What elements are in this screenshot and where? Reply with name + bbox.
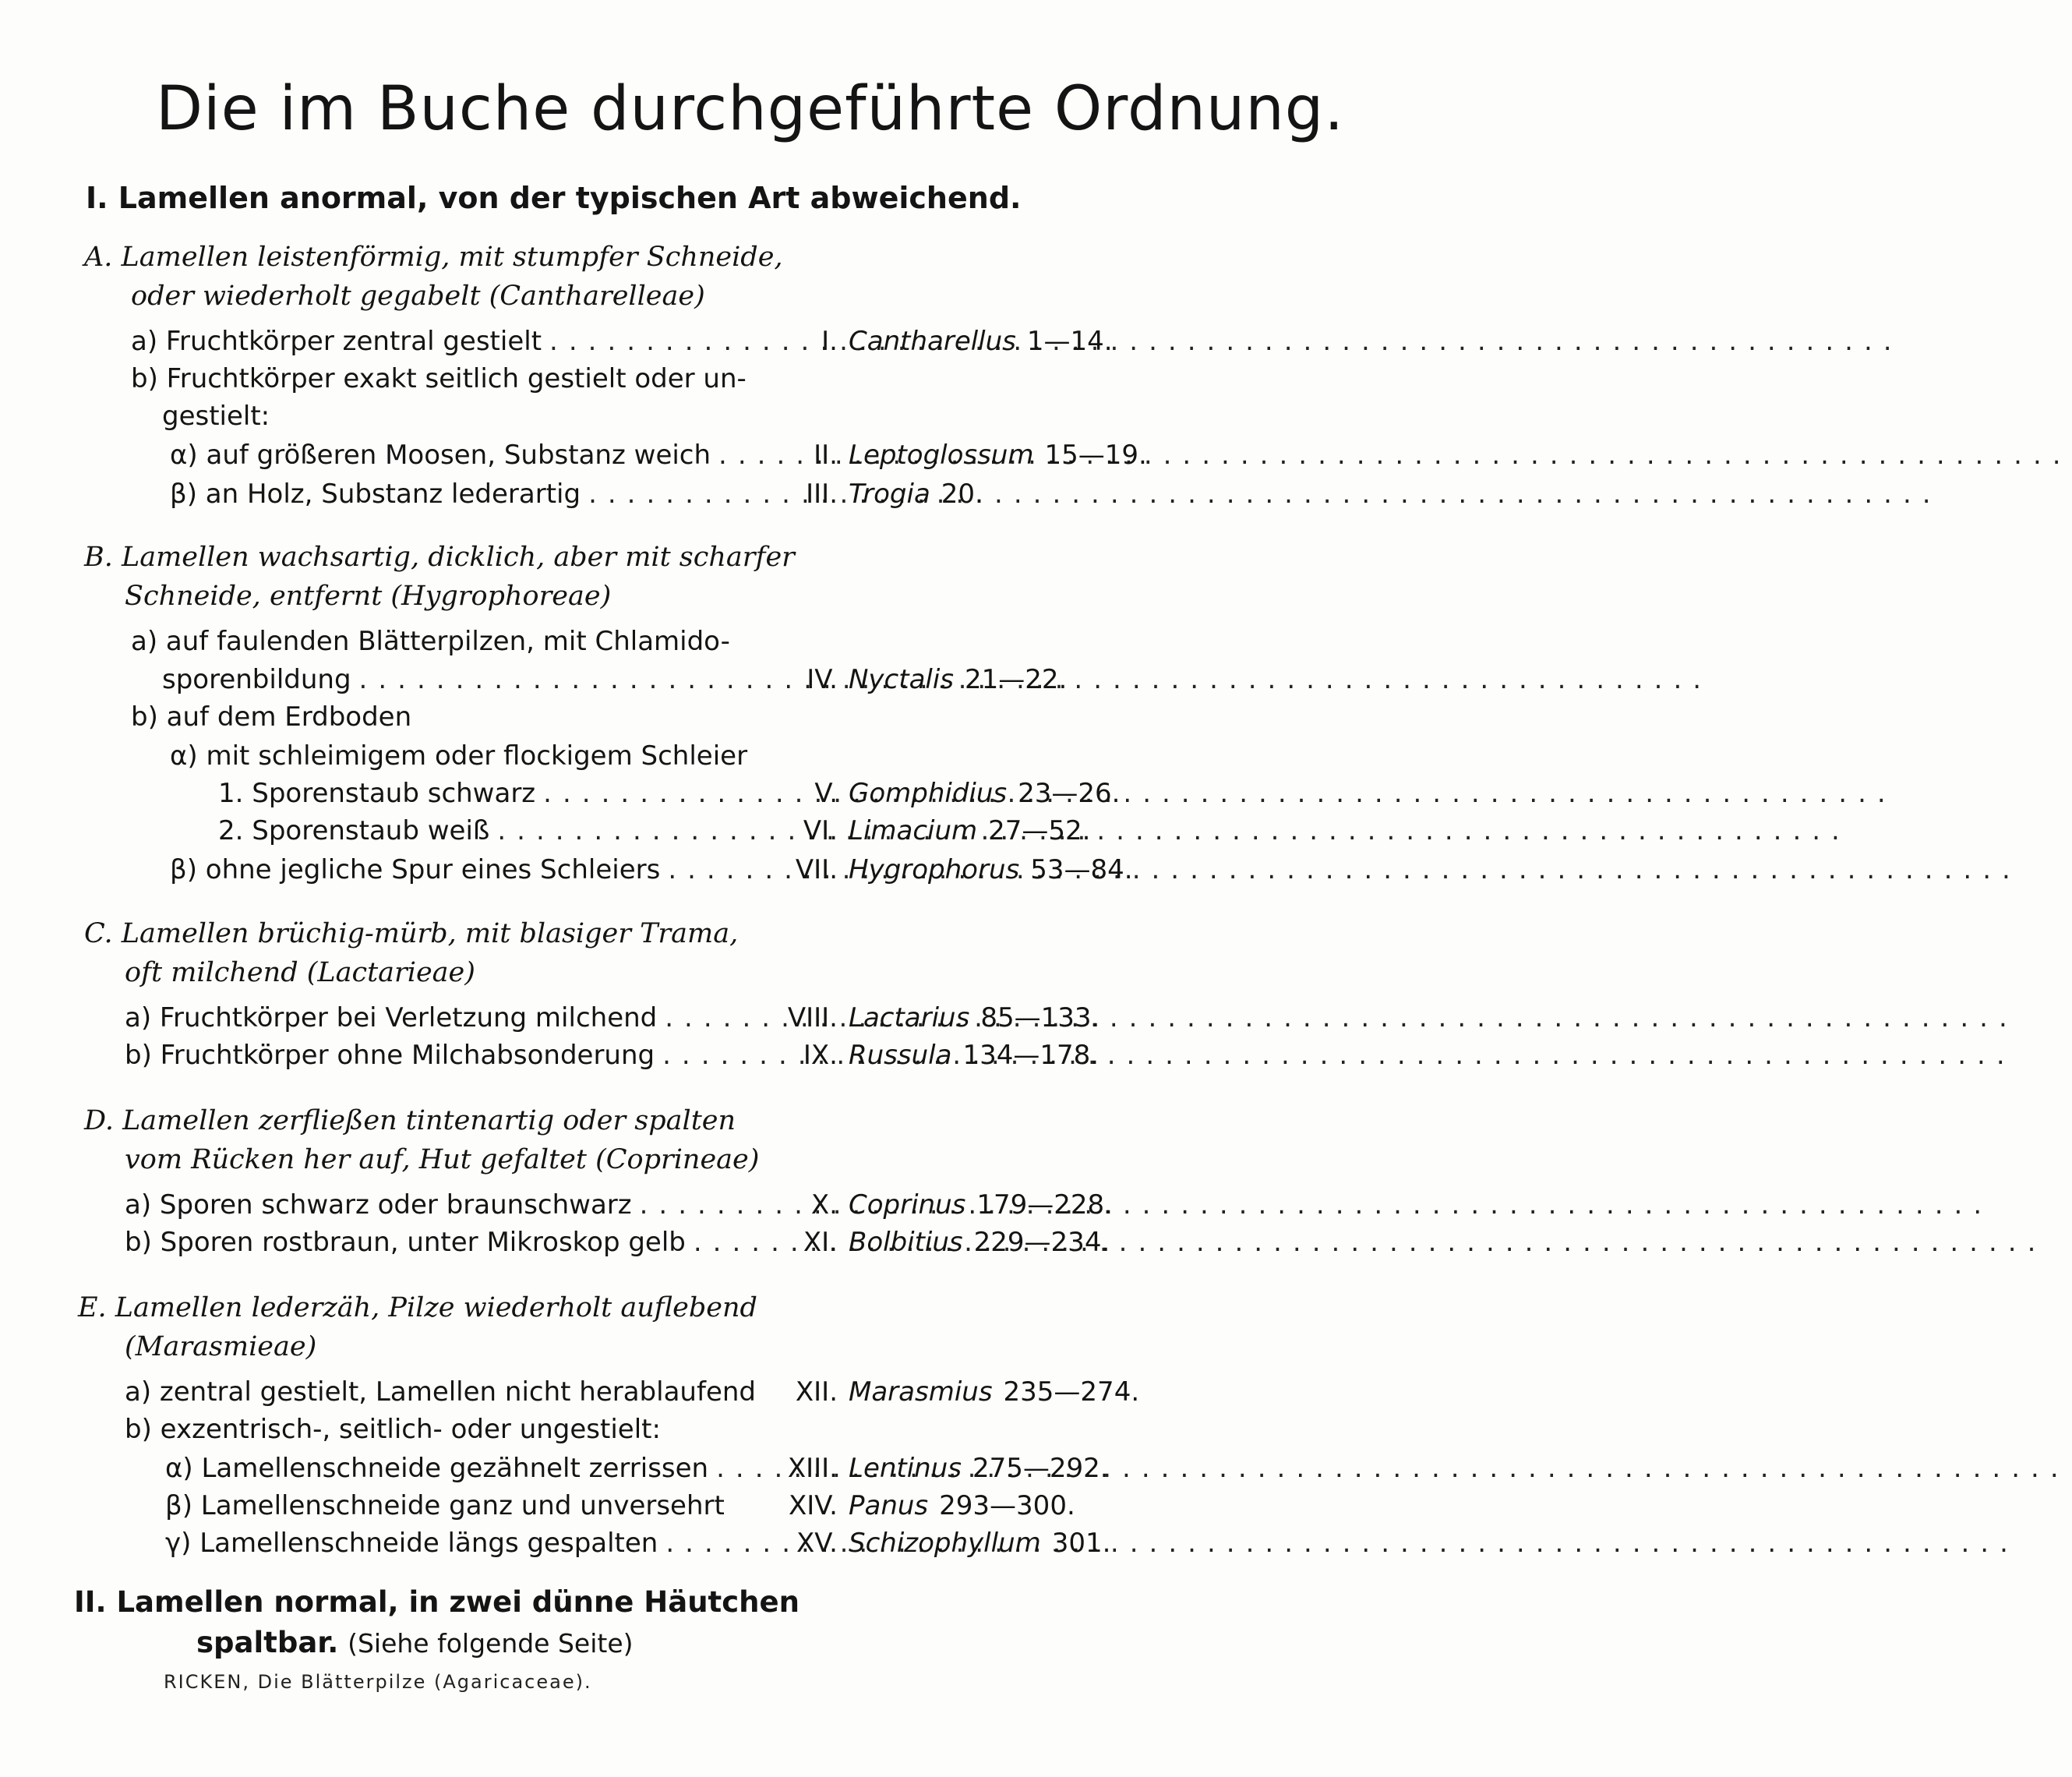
genus-range: 27—52. bbox=[988, 815, 1091, 846]
footer-credit: RICKEN, Die Blätterpilze (Agaricaceae). bbox=[164, 1671, 592, 1693]
genus-number: VII. bbox=[795, 854, 838, 885]
key-entry-d-a bbox=[125, 1189, 752, 1221]
key-entry-e-a: a) zentral gestielt, Lamellen nicht herablaufend bbox=[125, 1376, 756, 1408]
entry-text: γ) Lamellenschneide längs gespalten bbox=[165, 1528, 658, 1559]
section-e-heading-cont: (Marasmieae) bbox=[125, 1331, 317, 1362]
section-c-heading-cont: oft milchend (Lactarieae) bbox=[125, 957, 475, 988]
key-entry-a-alpha bbox=[170, 440, 752, 471]
genus-number: IV. bbox=[807, 664, 838, 695]
page-title: Die im Buche durchgeführte Ordnung. bbox=[156, 74, 1345, 144]
key-entry-b-a: a) auf faulenden Blätterpilzen, mit Chlamido- bbox=[131, 626, 730, 657]
key-entry-a-beta bbox=[170, 479, 752, 510]
genus-range: 179—228. bbox=[976, 1189, 1113, 1221]
genus-number: I. bbox=[821, 326, 838, 357]
section-b-heading: B. Lamellen wachsartig, dicklich, aber mit scharfer bbox=[84, 542, 795, 573]
genus-range: 15—19. bbox=[1044, 440, 1147, 471]
entry-text: β) an Holz, Substanz lederartig bbox=[170, 479, 581, 510]
genus-entry bbox=[764, 1189, 1113, 1221]
genus-number: XIII. bbox=[787, 1453, 838, 1484]
genus-number: XII. bbox=[795, 1376, 838, 1408]
genus-range: 1—14. bbox=[1026, 326, 1113, 357]
genus-range: 293—300. bbox=[939, 1490, 1075, 1521]
section-d-heading-cont: vom Rücken her auf, Hut gefaltet (Coprineae) bbox=[125, 1144, 760, 1175]
leader-dots bbox=[543, 778, 1897, 809]
key-entry-a-a bbox=[131, 326, 752, 357]
section-b-heading-cont: Schneide, entfernt (Hygrophoreae) bbox=[125, 581, 612, 612]
genus-range: 20. bbox=[941, 479, 983, 510]
entry-text: sporenbildung bbox=[162, 664, 351, 695]
genus-name: Cantharellus bbox=[849, 326, 1016, 357]
genus-range: 85—133. bbox=[980, 1002, 1100, 1033]
key-entry-e-gamma bbox=[165, 1528, 752, 1559]
genus-range: 21—22. bbox=[965, 664, 1068, 695]
key-entry-e-b: b) exzentrisch-, seitlich- oder ungestielt: bbox=[125, 1414, 661, 1445]
genus-number: VI. bbox=[803, 815, 838, 846]
key-entry-b-1 bbox=[218, 778, 752, 809]
part-one-heading: I. Lamellen anormal, von der typischen Art abweichend. bbox=[86, 181, 1022, 215]
genus-entry bbox=[764, 1040, 1099, 1071]
entry-text: 2. Sporenstaub weiß bbox=[218, 815, 490, 846]
section-d-heading: D. Lamellen zerfließen tintenartig oder spalten bbox=[84, 1105, 736, 1136]
genus-entry bbox=[764, 664, 1067, 695]
entry-text: b) Sporen rostbraun, unter Mikroskop gelb bbox=[125, 1227, 686, 1258]
entry-text: b) Fruchtkörper ohne Milchabsonderung bbox=[125, 1040, 655, 1071]
entry-text: α) auf größeren Moosen, Substanz weich bbox=[170, 440, 711, 471]
entry-text: a) Sporen schwarz oder braunschwarz bbox=[125, 1189, 632, 1221]
key-entry-a-b-cont: gestielt: bbox=[162, 401, 270, 432]
genus-name: Russula bbox=[849, 1040, 952, 1071]
part-two-bold: spaltbar. bbox=[196, 1626, 339, 1659]
key-entry-d-b bbox=[125, 1227, 752, 1258]
entry-text: α) Lamellenschneide gezähnelt zerrissen bbox=[165, 1453, 709, 1484]
genus-number: IX. bbox=[803, 1040, 838, 1071]
leader-dots bbox=[497, 815, 1851, 846]
key-entry-a-b: b) Fruchtkörper exakt seitlich gestielt oder un- bbox=[131, 363, 747, 394]
genus-name: Bolbitius bbox=[849, 1227, 963, 1258]
genus-name: Lentinus bbox=[849, 1453, 962, 1484]
genus-name: Coprinus bbox=[849, 1189, 966, 1221]
genus-number: VIII. bbox=[787, 1002, 838, 1033]
genus-entry bbox=[764, 854, 1133, 885]
genus-entry bbox=[764, 1227, 1110, 1258]
genus-number: XV. bbox=[796, 1528, 838, 1559]
part-two-note: (Siehe folgende Seite) bbox=[348, 1628, 634, 1659]
key-entry-b-2 bbox=[218, 815, 752, 846]
key-entry-c-b bbox=[125, 1040, 752, 1071]
genus-range: 301. bbox=[1051, 1528, 1111, 1559]
genus-name: Marasmius bbox=[849, 1376, 993, 1408]
key-entry-b-b: b) auf dem Erdboden bbox=[131, 701, 412, 733]
section-a-heading-cont: oder wiederholt gegabelt (Cantharelleae) bbox=[131, 281, 705, 312]
genus-number: V. bbox=[814, 778, 838, 809]
genus-number: III. bbox=[806, 479, 838, 510]
genus-range: 134—178. bbox=[962, 1040, 1100, 1071]
genus-range: 235—274. bbox=[1003, 1376, 1140, 1408]
genus-name: Lactarius bbox=[849, 1002, 970, 1033]
genus-entry bbox=[764, 440, 1147, 471]
section-a-heading: A. Lamellen leistenförmig, mit stumpfer Schneide, bbox=[84, 242, 783, 273]
key-entry-e-alpha bbox=[165, 1453, 752, 1484]
entry-text: 1. Sporenstaub schwarz bbox=[218, 778, 536, 809]
genus-range: 53—84. bbox=[1030, 854, 1133, 885]
genus-entry bbox=[764, 778, 1120, 809]
genus-entry bbox=[764, 326, 1113, 357]
genus-number: II. bbox=[814, 440, 838, 471]
genus-entry bbox=[764, 1490, 1075, 1521]
section-c-heading: C. Lamellen brüchig-mürb, mit blasiger Trama, bbox=[84, 918, 739, 949]
genus-name: Leptoglossum bbox=[849, 440, 1034, 471]
entry-text: a) Fruchtkörper bei Verletzung milchend bbox=[125, 1002, 658, 1033]
genus-entry bbox=[764, 1376, 1139, 1408]
genus-name: Panus bbox=[849, 1490, 929, 1521]
genus-name: Trogia bbox=[849, 479, 930, 510]
genus-number: XIV. bbox=[788, 1490, 838, 1521]
genus-entry bbox=[764, 1453, 1109, 1484]
leader-dots bbox=[549, 326, 1903, 357]
key-entry-b-a-cont bbox=[162, 664, 752, 695]
key-entry-c-a bbox=[125, 1002, 752, 1033]
genus-name: Gomphidius bbox=[849, 778, 1008, 809]
genus-name: Hygrophorus bbox=[849, 854, 1020, 885]
part-two-heading: II. Lamellen normal, in zwei dünne Häutchen bbox=[74, 1585, 800, 1619]
entry-text: β) ohne jegliche Spur eines Schleiers bbox=[170, 854, 661, 885]
genus-number: X. bbox=[810, 1189, 838, 1221]
genus-entry bbox=[764, 479, 983, 510]
genus-entry bbox=[764, 1528, 1110, 1559]
genus-number: XI. bbox=[803, 1227, 838, 1258]
genus-name: Nyctalis bbox=[849, 664, 955, 695]
genus-entry bbox=[764, 815, 1091, 846]
genus-range: 23—26. bbox=[1018, 778, 1121, 809]
key-entry-e-beta: β) Lamellenschneide ganz und unversehrt bbox=[165, 1490, 725, 1521]
key-entry-b-alpha: α) mit schleimigem oder flockigem Schleier bbox=[170, 740, 748, 772]
genus-range: 275—292. bbox=[972, 1453, 1109, 1484]
genus-name: Limacium bbox=[849, 815, 978, 846]
genus-range: 229—234. bbox=[973, 1227, 1110, 1258]
section-e-heading: E. Lamellen lederzäh, Pilze wiederholt auflebend bbox=[78, 1292, 757, 1323]
genus-name: Schizophyllum bbox=[849, 1528, 1041, 1559]
entry-text: a) Fruchtkörper zentral gestielt bbox=[131, 326, 542, 357]
genus-entry bbox=[764, 1002, 1100, 1033]
part-two-heading-cont bbox=[196, 1626, 634, 1659]
key-entry-b-beta bbox=[170, 854, 752, 885]
